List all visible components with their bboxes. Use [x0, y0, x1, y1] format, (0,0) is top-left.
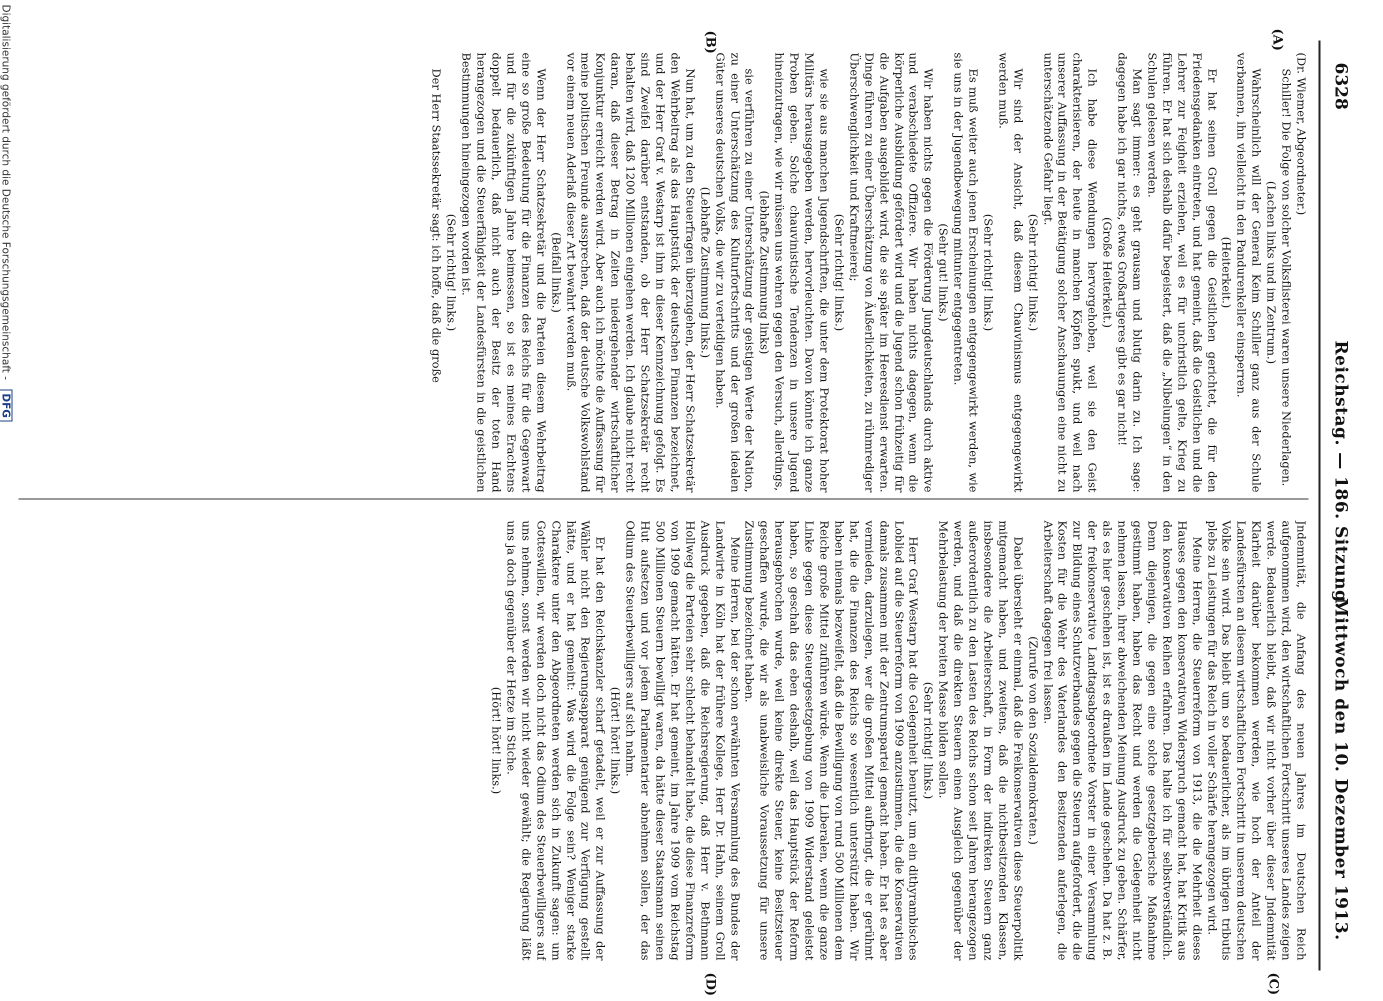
paragraph: Wahrscheinlich will der General Keim Schiller ganz aus der Schule verbannen, ihn vielleicht in den Pandurenkeller einsperren. [1234, 52, 1264, 493]
interjection: (Sehr richtig! links.) [832, 213, 847, 332]
page-number: 6328 [1330, 62, 1351, 110]
paragraph: Er hat den Reichskanzler scharf getadelt, weil er zur Auffassung der Wähler nicht den Regierungsapparat genügend zur Verfügung gestellt hätte, und er hat gemeint: Was wird die Folge sein? Weniger starke Charaktere unter den Abgeordneten werden sich in Zukunft sagen: um Gotteswillen, wir werden doch nicht das Odium des Steuerbewilligers auf uns nehmen, sonst werden wir nicht wieder gewählt; die Regierung läßt uns ja doch gegenüber der Hetze im Stiche. [504, 520, 608, 961]
interjection: (Lebhafte Zustimmung links.) [698, 186, 713, 359]
interjection: (Hört! hört! links.) [608, 686, 623, 795]
paragraph: Man sagt immer: es geht grausam und blutig darin zu. Ich sage: dagegen habe ich gar nichts, etwas Großartigeres gibt es gar nicht! [1115, 52, 1145, 493]
header-rule [1319, 41, 1321, 971]
paragraph: Es muß weiter auch jenen Erscheinungen entgegengewirkt werden, wie sie uns in der Jugendbewegung mitunter entgegentreten. [951, 52, 981, 493]
interjection: (Sehr gut! links.) [936, 223, 951, 322]
paragraph: Er hat seinen Groll gegen die Geistlichen gerichtet, die für den Friedensgedanken eintreten, und hat gemeint, daß die Geistlichen und die Lehrer zur Feigheit erziehen, weil es für unchristlich gelte, Krieg zu führen. Er hat sich deshalb dafür begeistert, daß die „Nibelungen“ in den Schulen gelesen werden. [1145, 52, 1220, 493]
margin-mark-d: (D) [702, 972, 718, 997]
interjection: (Lachen links und im Zentrum.) [1264, 180, 1279, 365]
interjection: (Hört! hört! links.) [489, 686, 504, 795]
paragraph: (Dr. Wiemer, Abgeordneter.) [1294, 52, 1309, 216]
margin-mark-a: (A) [1269, 28, 1285, 51]
interjection: (Sehr richtig! links.) [444, 213, 459, 332]
text-column-left [19, 53, 1309, 493]
paragraph: Schiller! Die Folge von solcher Volksflisterei waren unsere Niederlagen. [1279, 68, 1294, 487]
digitization-credit [0, 5, 13, 995]
interjection: (lebhafte Zustimmung links) [757, 190, 772, 355]
paragraph: Wir sind der Ansicht, daß diesem Chauvinismus entgegengewirkt werden muß. [996, 52, 1026, 493]
credit-text: Digitalisierung gefördert durch die Deutsche Forschungsgemeinschaft - [0, 4, 12, 381]
paragraph: Der Herr Staatssekretär sagt: ich hoffe, daß die große [429, 68, 444, 383]
paragraph: Meine Herren, die Steuerreform von 1913, die die Mehrheit dieses Hauses gegen den konservativen Widerspruch gemacht hat, hat Kritik aus den konservativen Reihen erfahren. Das halte ich für selbstverständlich. Denn diejenigen, die gegen eine solche gesetzgeberische Maßnahme gestimmt haben, haben das Recht und werden die Gelegenheit nicht nehmen lassen, ihrer abweichenden Meinung Ausdruck zu geben. Schärfer, als es hier geschehen ist, ist es draußen im Lande geschehen. Da hat z. B. der freikonservative Landtagsabgeordnete Vorster in einer Versammlung zur Bildung eines Schutzverbandes gegen die Steuern aufgefordert, die die Kosten für die Wehr des Vaterlandes den Besitzenden auferlegen, die Arbeiterschaft dagegen frei lassen. [1041, 520, 1205, 961]
interjection: (Zurufe von den Sozialdemokraten.) [1026, 636, 1041, 845]
interjection: (Heiterkeit.) [1219, 236, 1234, 309]
margin-mark-b: (B) [702, 30, 718, 54]
paragraph: Herr Graf Westarp hat die Gelegenheit benutzt, um ein dithyrambisches Loblied auf die Steuerreform von 1909 anzustimmen, die die Konservativen damals zusammen mit der Zentrumspartei gemacht haben. Er hat es aber vermieden, darzulegen, wer die großen Mittel aufbringt, die er gerühmt hat, die die Finanzen des Reichs so wesentlich unterstützt haben. Wir haben niemals bezweifelt, daß die Bewilligung von rund 500 Millionen dem Reiche große Mittel zuführen würde. Wenn die Liberalen, wenn die ganze Linke gegen diese Steuergesetzgebung von 1909 Widerstand geleistet haben, so geschah das eben deshalb, weil das Hauptstück der Reform herausgebrochen wurde, weil keine direkte Steuer, keine Besitzsteuer geschaffen wurde, die wir als unabweisliche Voraussetzung für unsere Zustimmung bezeichnet haben. [742, 520, 921, 961]
margin-mark-c: (C) [1265, 972, 1281, 996]
paragraph: Dabei übersieht er einmal, daß die Freikonservativen diese Steuerpolitik mitgemacht haben, und zweitens, daß die nichtbesitzenden Klassen, insbesondere die Arbeiterschaft, in Form der indirekten Steuern ganz außerordentlich zu den Lasten des Reichs schon seit Jahren herangezogen werden, und daß die direkten Steuern einen Ausgleich gegenüber der Mehrbelastung der breiten Masse bilden sollen. [936, 520, 1026, 961]
text-column-right [19, 521, 1309, 961]
paragraph: Jndemnität, die Anfang des neuen Jahres im Deutschen Reich aufgenommen wird, den wirtschaftlichen Fortschritt unseres Landes zeigen werde. Bedauerlich bleibt, daß wir nicht vorher über dieser Jndemnität Klarheit darüber bekommen werden, wie hoch der Anteil der Landesfürsten an diesem wirtschaftlichen Fortschritt in unserem deutschen Volke sein wird. Das bleibt um so bedauerlicher, als im übrigen tributis plebs zu Leistungen für das Reich in voller Schärfe herangezogen wird. [1205, 520, 1309, 961]
paragraph: Meine Herren, bei der schon erwähnten Versammlung des Bundes der Landwirte in Köln hat der frühere Kollege, Herr Dr. Hahn, seinem Groll Ausdruck gegeben, daß die Reichsregierung, daß Herr v. Bethmann Hollweg die Parteien sehr schlecht behandelt habe, die diese Finanzreform von 1909 gemacht hätten. Er hat gemeint, im Jahre 1909 vom Reichstag 500 Millionen Steuern bewilligt waren, da hätte dieser Staatsmann seinen Hut aufsetzen und vor jedem Parlamentarier abnehmen sollen, der das Odium des Steuerbewilligers auf sich nahm. [623, 520, 743, 961]
paragraph: wie sie aus manchen Jugendschriften, die unter dem Protektorat hoher Militärs herausgegeben werden, hervorleuchten. Davon könnte ich ganze Proben geben. Solche chauvinistische Tendenzen in unsere Jugend hineinzutragen, wie wir müssen uns wehren gegen den Versuch, allerdings, [772, 52, 832, 493]
interjection: (Sehr richtig! links.) [1026, 213, 1041, 332]
paragraph: sie verführen zu einer Unterschätzung der geistigen Werte der Nation, zu einer Unterschätzung des Kulturfortschritts und der großen idealen Güter unseres deutschen Volks, die wir zu verteidigen haben. [713, 52, 757, 493]
page-title: Reichstag. — 186. Sitzung. [1330, 340, 1351, 609]
column-divider [19, 499, 1309, 500]
dfg-logo: DFG [0, 389, 13, 422]
session-date: Mittwoch den 10. Dezember 1913. [1330, 598, 1351, 941]
interjection: (Sehr richtig! links.) [981, 213, 996, 332]
interjection: (Beifall links.) [549, 232, 564, 313]
interjection: (Sehr richtig! links.) [921, 681, 936, 800]
interjection: (Große Heiterkeit.) [1100, 217, 1115, 328]
document-page [0, 1, 1383, 1001]
paragraph: Nun hat, um zu den Steuerfragen überzugehen, der Herr Schatzsekretär den Wehrbeitrag als das Hauptstück der deutschen Finanzen bezeichnet, und der Herr Graf v. Westarp ist ihm in dieser Kennzeichnung gefolgt. Es sind Zweifel darüber entstanden, ob der Herr Schatzsekretär recht behalten wird, daß 1200 Millionen eingehen werden. Ich glaube nicht recht daran, daß dieser Betrag in Zeiten niedergehender wirtschaftlicher Konjunktur erreicht werden wird. Aber auch ich möchte die Auffassung für meine politischen Freunde aussprechen, daß der deutsche Volkswohlstand vor einem neuen Aderlaß dieser Art bewahrt werden muß. [564, 52, 698, 493]
page-header [1325, 41, 1351, 971]
paragraph: Wenn der Herr Schatzsekretär und die Parteien diesem Wehrbeitrag eine so große Bedeutung für die Finanzen des Reichs für die Gegenwart und für die zukünftigen Jahre beimessen, so ist es meines Erachtens doppelt bedauerlich, daß nicht auch der Besitz der toten Hand herangezogen und die Steuerfähigkeit der Landesfürsten in die geistlichen Bestimmungen hineingezogen worden ist. [459, 52, 549, 493]
paragraph: Ich habe diese Wendungen hervorgehoben, weil sie den Geist charakterisieren, der heute in manchen Köpfen spukt, und weil nach unserer Auffassung in der Betätigung solcher Anschauungen eine nicht zu unterschätzende Gefahr liegt. [1041, 52, 1100, 493]
paragraph: Wir haben nichts gegen die Förderung Jungdeutschlands durch aktive und verabschiedete Offiziere. Wir haben nichts dagegen, wenn die körperliche Ausbildung gefördert wird und die Jugend schon frühzeitig für die Aufgaben ausgebildet wird, die sie später im Heeresdienst erwarten. Dinge führen zu einer Überschätzung von Äußerlichkeiten, zu rühmrediger Überschwenglichkeit und Kraftmeierei; [847, 52, 936, 493]
